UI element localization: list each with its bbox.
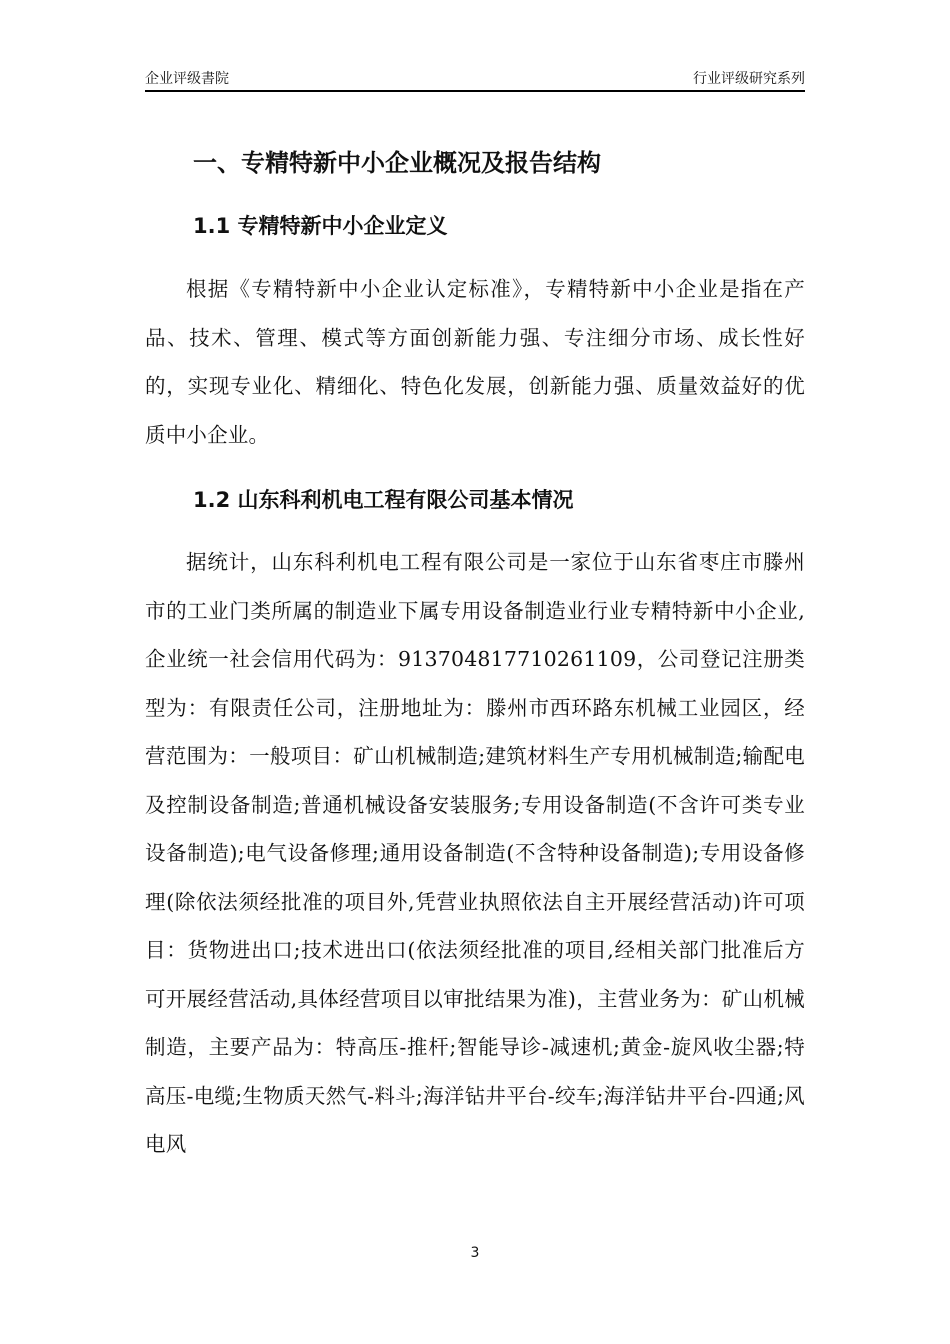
company-paragraph: 据统计，山东科利机电工程有限公司是一家位于山东省枣庄市滕州市的工业门类所属的制造业下属专用设备制造业行业专精特新中小企业,企业统一社会信用代码为：913704817710261109，公司登记注册类型为：有限责任公司，注册地址为：滕州市西环路东机械工业园区，经营范围为：一般项目：矿山机械制造;建筑材料生产专用机械制造;输配电及控制设备制造;普通机械设备安装服务;专用设备制造(不含许可类专业设备制造);电气设备修理;通用设备制造(不含特种设备制造);专用设备修理(除依法须经批准的项目外,凭营业执照依法自主开展经营活动)许可项目：货物进出口;技术进出口(依法须经批准的项目,经相关部门批准后方可开展经营活动,具体经营项目以审批结果为准)，主营业务为：矿山机械制造，主要产品为：特高压-推杆;智能导诊-减速机;黄金-旋风收尘器;特高压-电缆;生物质天然气-料斗;海洋钻井平台-绞车;海洋钻井平台-四通;风电风 [145,550,805,1156]
section-title: 一、专精特新中小企业概况及报告结构 [193,149,601,177]
subsection-title-company: 1.2 山东科利机电工程有限公司基本情况 [193,488,574,512]
page-number: 3 [470,1245,480,1261]
header-left-text: 企业评级書院 [145,71,229,87]
definition-paragraph: 根据《专精特新中小企业认定标准》，专精特新中小企业是指在产品、技术、管理、模式等方面创新能力强、专注细分市场、成长性好的，实现专业化、精细化、特色化发展，创新能力强、质量效益好的优质中小企业。 [145,277,805,447]
page-header [145,62,805,92]
header-right-text: 行业评级研究系列 [693,71,805,87]
subsection-title-definition: 1.1 专精特新中小企业定义 [193,214,448,238]
